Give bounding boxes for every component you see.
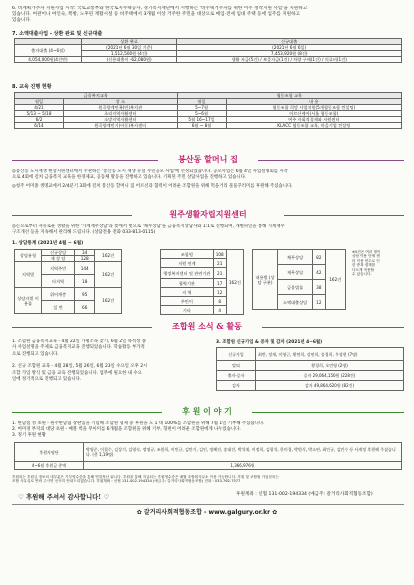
counsel-note-line: 터 이용 빈도로 인 (352, 258, 380, 263)
loan-cell: (2021년 6월 6일) (177, 45, 402, 51)
thanks-item-1: 1. 한남점 성 초원 - 원주한남협 장판임을 기념해 조합원 형제 중 후원을 도 1 대 100%를 조합원을 위해 7월 1일 기부해 주셨습니다. (12, 421, 265, 426)
referral-total: 162건 (226, 250, 243, 315)
news-item-2-line: 일에 정기적으로 진행되고 있습니다. (12, 377, 82, 383)
membership-value: 감자 49,864,620원 (82건) (256, 381, 404, 391)
membership-label: 탈퇴 (217, 361, 256, 371)
footnote-line: 후원되는 후원금 정보의 대부분은 기부영수증을 통해 연말정산 됩니다. 후원을 통해 지급되는 후원영수증은 매월 조합원사무소 이용 가능합니다. 후원 및 조합원 가입문의는 (12, 475, 279, 479)
content-type-label: 내용별 (상담 구분) (253, 250, 278, 310)
counsel-total: 162건 (95, 262, 122, 288)
membership-title: 3. 조합원 신규가입 & 증자 및 감자 (2021년 4~6월) (216, 340, 323, 345)
bongsan-rule-left (12, 160, 158, 161)
content-type-table (252, 249, 346, 310)
counsel-cell: 일 반 (42, 301, 75, 314)
education-cell: KLACC 협동조합 교육, 마을기업 컨설팅 (226, 123, 401, 129)
bongsan-title: 봉산동 할머니 집 (178, 154, 238, 164)
referral-cell: 지원 연계 (161, 259, 214, 268)
counsel-region-label: 지역별 (15, 262, 42, 288)
referral-cell: 12 (213, 288, 226, 297)
education-cell: 5~6월 (177, 111, 226, 117)
education-subhead: 월일 (15, 99, 64, 105)
donation-amount-label: 4~6월 후원금 총액 (15, 462, 84, 470)
donor-label: 후원자명단 (15, 443, 84, 462)
loan-cell: (2021년 6월 30일 기준) (82, 45, 177, 51)
referral-cell: 21 (213, 268, 226, 279)
referral-cell: 기타 (161, 306, 214, 315)
thanks-item-3: 3. 정기 후원 현황 (12, 433, 46, 439)
referral-cell: 21 (213, 259, 226, 268)
referral-cell: 주민이 (161, 297, 214, 306)
counsel-cell: 95 (75, 288, 95, 301)
counsel-cell: 66 (75, 301, 95, 314)
content-type-cell: 재무상담 (278, 265, 313, 280)
referral-cell: 108 (213, 250, 226, 259)
donor-list: 박영준, 이철수, 김상기, 김영숙, 정명규, 조원희, 이민규, 김만기, 김인, 정혜진, 송대진, 박석재, 이정희, 김광석, 한미경, 박범식, 박소연, 최인규, 김민수 등 사계정 후원해 주셨습니다. (총 1,19명) (84, 443, 402, 462)
center-rule-right (284, 215, 404, 216)
center-p1: ◎돈으로부터 자유로운 생활을 위한 '가계재무상담'과 빚에서 벗으로 '채무상담'을 금융복지상담사와 1:1로 진행되며, 개별파일을 통해 가계재무 (12, 224, 285, 229)
counsel-total: 162건 (95, 250, 122, 262)
counsel-note-line: 상담 이용 단체 센 (352, 254, 380, 259)
education-cell: 어르신케어(서울 협동조합) (226, 111, 401, 117)
thanks-title: 후 원 이 야 기 (182, 406, 232, 416)
referral-cell: 행정복지센터 및 관련기관 (161, 268, 214, 279)
news-item-1-line: 사 사업설명을 주제로 금융복지교육 진행되었습니다. 학습활동 부가적 (12, 345, 145, 351)
counsel-stats-subtitle: 1. 상담통계 (2021년 4월 ~ 6월) (12, 241, 84, 246)
loan-cell: 4,054,000원(4건만) (15, 57, 82, 63)
counsel-cell: 34 (75, 250, 95, 256)
education-cell: 원곡양계민족(민)복지관 (64, 105, 178, 111)
thanks-rule-right (252, 412, 404, 413)
account-label: 후원계좌 : 신협 131-002-194334 (236, 492, 307, 497)
loan-cell: (신용대출이 -62,080원) (82, 57, 177, 63)
news-item-2-line: 조합 가입 방식 및 금융 교육 진행되었습니다. 업무에 필요한 내 수요 (12, 370, 142, 376)
bongsan-rule-right (258, 160, 404, 161)
account-info (236, 491, 373, 497)
counsel-topic-label: 상담자별 이용률 (15, 288, 42, 314)
counsel-note-line: ※5건은 여러 명이 (352, 250, 381, 254)
news-rule-left (12, 327, 152, 328)
section-7-title: 7. 소액대출사업 - 상환 완료 및 신규대출 (12, 31, 103, 37)
referral-cell: 17 (213, 279, 226, 288)
content-type-total: 162건 (325, 250, 345, 310)
loan-table (14, 38, 402, 63)
referral-table (160, 249, 244, 315)
referral-cell: 지 역 (161, 288, 214, 297)
counsel-cell: 타지역 (42, 275, 75, 288)
thanks-rule-left (12, 412, 162, 413)
membership-label: 신규가입 (217, 348, 256, 361)
center-title: 원주생활자립지원센터 (169, 209, 247, 219)
footer-rule (12, 504, 404, 505)
news-item-1-line: 으로 진행되고 있습니다. (12, 351, 59, 357)
counsel-cell: 신규상담 (42, 250, 75, 256)
counsel-note-line: 한 중복 집계를 (352, 263, 376, 268)
donation-amount-value: 1,366,976원 (84, 462, 402, 470)
loan-table-header: 신규대출 (177, 39, 402, 45)
bongsan-p2: ◎청주 어미종 생명교에서 2/4분기 3회에 걸쳐 봉산동 할머니 집 어르신과 협력이 어려운 조합원을 위해 먹을거리 물품꾸러미를 후원해 주셨습니다. (12, 184, 293, 189)
membership-label: 감자 (217, 381, 256, 391)
referral-cell: 협력기관 (161, 279, 214, 288)
counsel-note (352, 250, 406, 276)
news-rule-right (262, 327, 404, 328)
education-cell: 5월 16~17일 (177, 117, 226, 123)
education-cell: 소망지역자활센터 (64, 117, 178, 123)
counsel-cell: 재 상 담 (42, 256, 75, 262)
counsel-cell: 지역주민 (42, 262, 75, 275)
education-cell: 6/2 (15, 117, 64, 123)
donation-footnote (12, 475, 404, 484)
education-head-left: 금융복지교육 (15, 93, 178, 99)
content-type-cell: 채무상담 (278, 250, 313, 265)
education-cell: 5/13 ~ 5/18 (15, 111, 64, 117)
section-8-title: 8. 교육 진행 현황 (12, 84, 52, 90)
referral-cell: 조합원 (161, 250, 214, 259)
counsel-cell: 위어계층 (42, 288, 75, 301)
bongsan-p1: ◎봉산동 도시재생 현장지원센터에서 주관하는 '봉산동 도시 재생 뉴딜 주민공모 사업'에 선정되었습니다. 공모사업은 6월 4일 사업설명회를 시작 (12, 169, 288, 174)
bongsan-p1b: 으로 4회에 걸쳐 금융복지 교육을 한경제교, 공동체 활동을 진행하고 있습니다. 기획된 주민 상담사업을 진행하고 있습니다. (12, 175, 247, 180)
donor-table (14, 442, 402, 470)
intro-paragraph (12, 6, 404, 25)
education-subhead: 장 소 (64, 99, 178, 105)
thanks-item-2: 2. 여미경 부지의 대당 초원 - 메볼 벽을 무이미를 6개월을 조합원을 위해 기부, 형편이 어려운 조합원에게 나누었습니다. (12, 427, 241, 433)
content-type-cell: 42 (313, 265, 325, 280)
education-subhead: 내 용 (226, 99, 401, 105)
education-cell: 4/21 (15, 105, 64, 111)
news-title: 조합원 소식 & 활동 (172, 321, 242, 331)
education-cell: 여주 사회적경제와 자원센터 (226, 117, 401, 123)
news-item-1-title: 1. 조합원 금융복지교육 - 4월 22일 가평소독 찾기, 6월 2일 목적성 종 (12, 339, 147, 344)
content-type-cell: 12 (313, 295, 325, 310)
education-cell: 6/14 (15, 123, 64, 129)
education-cell: 초리지역자활센터 (64, 111, 178, 117)
thanks-body (12, 421, 404, 440)
content-type-cell: 82 (313, 250, 325, 265)
intro-line-2: 있습니다. 여관이나 여인숙, 쪽방, 노후된 재활시설 등 비주택에서 3개월 이상 거주한 주민을 대상으로 매입·전세 임대 주택 등에 입주를 지원하고 (12, 12, 300, 18)
membership-label: 출자·증자 (217, 371, 256, 381)
education-cell: 5~7월 (177, 105, 226, 111)
counsel-cell: 128 (75, 256, 95, 262)
news-item-2-title: 2. 신규 조합원 교육 - 4월 28일, 5월 26일, 6월 23일 수요일 오후 2시 (12, 364, 148, 370)
loan-cell: 1,512,500원 (4건) (82, 51, 177, 57)
org-url[interactable]: www.galgury.or.kr (208, 509, 271, 516)
counsel-total: 162건 (95, 288, 122, 314)
education-cell: 원곡양계민기(아동)복지센터 (64, 123, 178, 129)
membership-table (216, 347, 404, 391)
referral-cell: 8 (213, 297, 226, 306)
content-type-cell: 금융법률 (278, 280, 313, 295)
counsel-note-line: 다르게 적용할 (352, 267, 374, 272)
intro-line-3: 있습니다. (12, 18, 32, 24)
loan-cell: 생활 자금(5건) / 보증자금(1건) / 차량 구매(1건) / 의료비(1건) (177, 57, 402, 63)
content-type-cell: 소액대출상담 (278, 295, 313, 310)
loan-cell: 7,453,920원 (8건) (177, 51, 402, 57)
loan-row-label: 출자대출 (4~6월) (15, 45, 82, 57)
counsel-type-table (14, 249, 122, 314)
membership-value: 최반, 정재, 이영근, 황연희, 강연희, 송경희, 우장현 (7명) (256, 348, 404, 361)
content-type-cell: 38 (313, 280, 325, 295)
loan-table-header: 상환 완료 (82, 39, 177, 45)
counsel-cell: 18 (75, 275, 95, 288)
footnote-line: 조합 사무실로 연락 주시면 신속히 안내드리겠습니다. 후원계좌 : 신협 131-002-194334 (예금주: 갈거리사회적협동조합) 전화 : 033-762-7577 (12, 479, 241, 484)
account-holder: (예금주: 갈거리사회적협동조합) (308, 492, 373, 497)
thanks-closing: ♡ 후원해 주셔서 감사합니다! ♡ (18, 493, 110, 501)
center-p2: 구조개선 등을 지속해서 관리해 드립니다. (상담전용 전화 033-813-0115) (12, 230, 156, 235)
education-cell: 협동조합 희망 사업지원(5개협동조합 컨설팅) (226, 105, 401, 111)
counsel-type-label: 상담유형 (15, 250, 42, 262)
education-head-right: 협동조합 교육 (177, 93, 401, 99)
bongsan-body (12, 169, 404, 190)
news-left-text (12, 339, 212, 383)
education-table (14, 92, 402, 129)
education-subhead: 월일 (177, 99, 226, 105)
membership-value: 황경희, 오민영 (2명) (256, 361, 404, 371)
footer-org: ✿ 갈거리사회적협동조합 - www.galgury.or.kr ✿ (136, 509, 278, 516)
center-rule-left (12, 215, 132, 216)
org-name: 갈거리사회적협동조합 (143, 509, 202, 516)
membership-value: 증자 29,064,150원 (228건) (256, 371, 404, 381)
center-body (12, 224, 404, 236)
intro-line-1: 6. 비계획가추자 지원사업 시작: 국토교통부와 한국토지주택공사, 경기복지재단에서 시행하는 '비주택거주자를 위한 이주 정착지원 사업'을 지원하고 (12, 6, 308, 11)
counsel-cell: 144 (75, 262, 95, 275)
referral-cell: 4 (213, 306, 226, 315)
counsel-note-line: 수 있습니다. (352, 272, 372, 277)
education-cell: 6월 ~ 8월 (177, 123, 226, 129)
